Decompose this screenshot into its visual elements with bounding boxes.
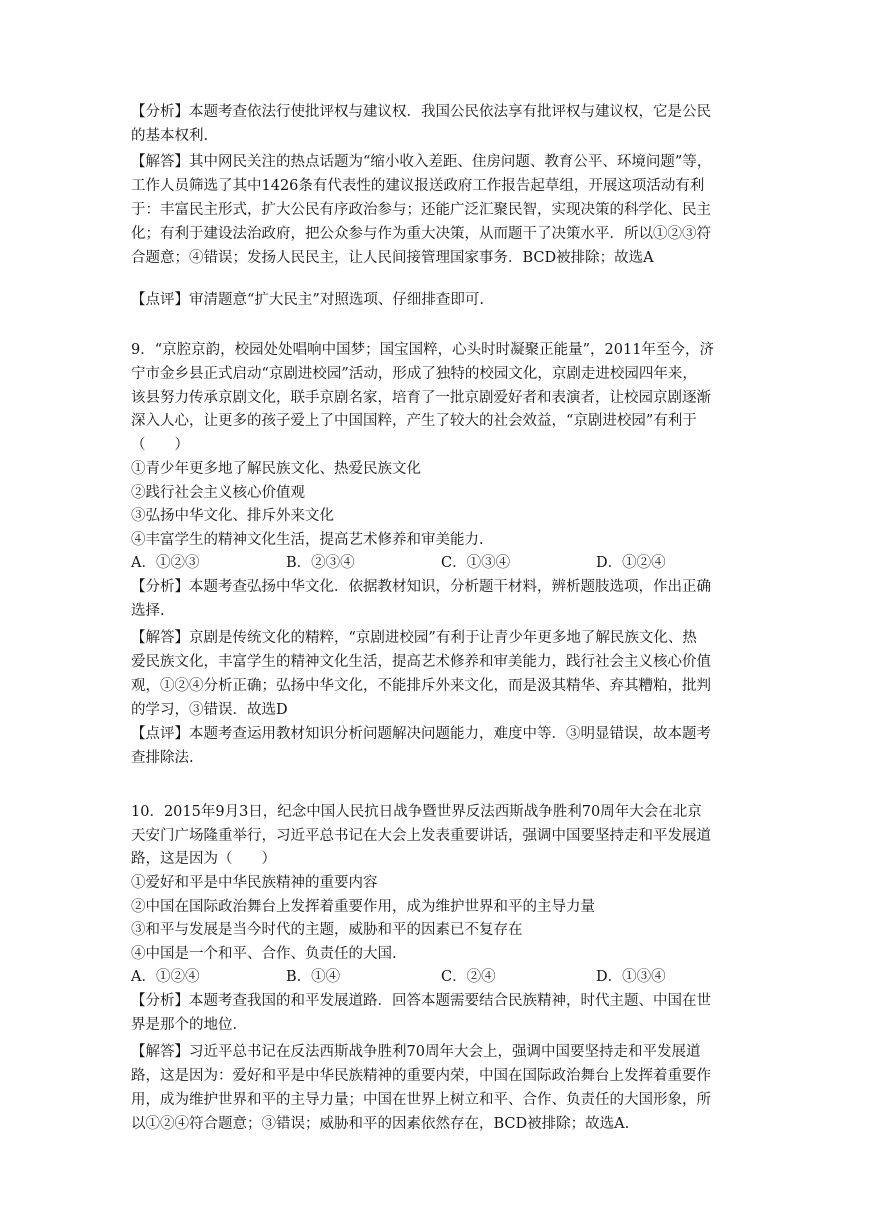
q9-stem-line-5: （ ） <box>131 437 189 453</box>
q9-stem-line-3: 该县努力传承京剧文化，联手京剧名家，培育了一批京剧爱好者和表演者，让校园京剧逐渐 <box>131 390 711 406</box>
q10-statement-2: ②中国在国际政治舞台上发挥着重要作用，成为维护世界和平的主导力量 <box>131 899 595 915</box>
q9-statement-2: ②践行社会主义核心价值观 <box>131 485 305 501</box>
q10-analysis-line-1: 【分析】本题考查我国的和平发展道路．回答本题需要结合民族精神，时代主题、中国在世 <box>131 993 711 1009</box>
q9-statement-3: ③弘扬中华文化、排斥外来文化 <box>131 508 334 524</box>
q8-answer-line-4: 化；有利于建设法治政府，把公众参与作为重大决策，从而题干了决策水平．所以①②③符 <box>131 226 711 242</box>
q10-stem-line-1: 10．2015年9月3日，纪念中国人民抗日战争暨世界反法西斯战争胜利70周年大会在北京 <box>131 804 702 820</box>
q10-stem-line-3: 路，这是因为（ ） <box>131 851 276 867</box>
q9-answer-line-2: 爱民族文化，丰富学生的精神文化生活，提高艺术修养和审美能力，践行社会主义核心价值 <box>131 654 711 670</box>
q10-statement-1: ①爱好和平是中华民族精神的重要内容 <box>131 875 378 891</box>
q10-answer-line-3: 用，成为维护世界和平的主导力量；中国在世界上树立和平、合作、负责任的大国形象，所 <box>131 1092 711 1108</box>
q9-statement-1: ①青少年更多地了解民族文化、热爱民族文化 <box>131 461 421 477</box>
q10-options <box>131 965 741 989</box>
q10-option-b: B．①④ <box>286 969 341 985</box>
q10-statement-4: ④中国是一个和平、合作、负责任的大国. <box>131 946 397 962</box>
q10-answer-line-4: 以①②④符合题意；③错误；威胁和平的因素依然存在，BCD被排除；故选A. <box>131 1116 630 1132</box>
q8-analysis-line-2: 的基本权利. <box>131 128 209 144</box>
q9-option-c: C．①③④ <box>441 555 511 571</box>
q9-option-b: B．②③④ <box>286 555 355 571</box>
q9-comment-line-1: 【点评】本题考查运用教材知识分析问题解决问题能力，难度中等．③明显错误，故本题考 <box>131 726 711 742</box>
q9-answer-line-1: 【解答】京剧是传统文化的精粹，“京剧进校园”有利于让青少年更多地了解民族文化、热 <box>131 630 697 646</box>
q10-answer-line-1: 【解答】习近平总书记在反法西斯战争胜利70周年大会上，强调中国要坚持走和平发展道 <box>131 1044 701 1060</box>
q10-answer-line-2: 路，这是因为：爱好和平是中华民族精神的重要内荣，中国在国际政治舞台上发挥着重要作 <box>131 1068 711 1084</box>
q8-answer-line-1: 【解答】其中网民关注的热点话题为“缩小收入差距、住房问题、教育公平、环境问题”等， <box>131 154 712 170</box>
q10-stem-line-2: 天安门广场隆重举行，习近平总书记在大会上发表重要讲话，强调中国要坚持走和平发展道 <box>131 828 711 844</box>
q9-stem-line-1: 9．“京腔京韵，校园处处唱响中国梦；国宝国粹，心头时时凝聚正能量”，2011年至今，济 <box>131 342 714 358</box>
q8-analysis-line-1: 【分析】本题考查依法行使批评权与建议权．我国公民依法享有批评权与建议权，它是公民 <box>131 104 711 120</box>
q9-answer-line-4: 的学习，③错误．故选D <box>131 702 288 718</box>
q9-stem-line-4: 深入人心，让更多的孩子爱上了中国国粹，产生了较大的社会效益，“京剧进校园”有利于 <box>131 413 697 429</box>
q8-answer-line-2: 工作人员筛选了其中1426条有代表性的建议报送政府工作报告起草组，开展这项活动有利 <box>131 178 705 194</box>
q9-option-a: A．①②③ <box>131 555 200 571</box>
q9-analysis-line-1: 【分析】本题考查弘扬中华文化．依据教材知识，分析题干材料，辨析题肢选项，作出正确 <box>131 579 711 595</box>
q9-options <box>131 551 741 575</box>
q8-answer-line-5: 合题意；④错误；发扬人民民主，让人民间接管理国家事务．BCD被排除；故选A <box>131 250 654 266</box>
q9-option-d: D．①②④ <box>596 555 666 571</box>
q9-statement-4: ④丰富学生的精神文化生活，提高艺术修养和审美能力. <box>131 532 484 548</box>
q9-answer-line-3: 观，①②④分析正确；弘扬中华文化，不能排斥外来文化，而是汲其精华、弃其糟粕，批判 <box>131 678 711 694</box>
q10-option-d: D．①③④ <box>596 969 666 985</box>
q10-option-c: C．②④ <box>441 969 496 985</box>
q9-analysis-line-2: 选择. <box>131 603 165 619</box>
q10-analysis-line-2: 界是那个的地位. <box>131 1017 238 1033</box>
q9-comment-line-2: 查排除法. <box>131 750 194 766</box>
q8-comment-line-1: 【点评】审清题意“扩大民主”对照选项、仔细排查即可. <box>131 292 484 308</box>
q10-statement-3: ③和平与发展是当今时代的主题，威胁和平的因素已不复存在 <box>131 922 523 938</box>
q8-answer-line-3: 于：丰富民主形式，扩大公民有序政治参与；还能广泛汇聚民智，实现决策的科学化、民主 <box>131 202 711 218</box>
q10-option-a: A．①②④ <box>131 969 200 985</box>
q9-stem-line-2: 宁市金乡县正式启动“京剧进校园”活动，形成了独特的校园文化，京剧走进校园四年来， <box>131 366 697 382</box>
